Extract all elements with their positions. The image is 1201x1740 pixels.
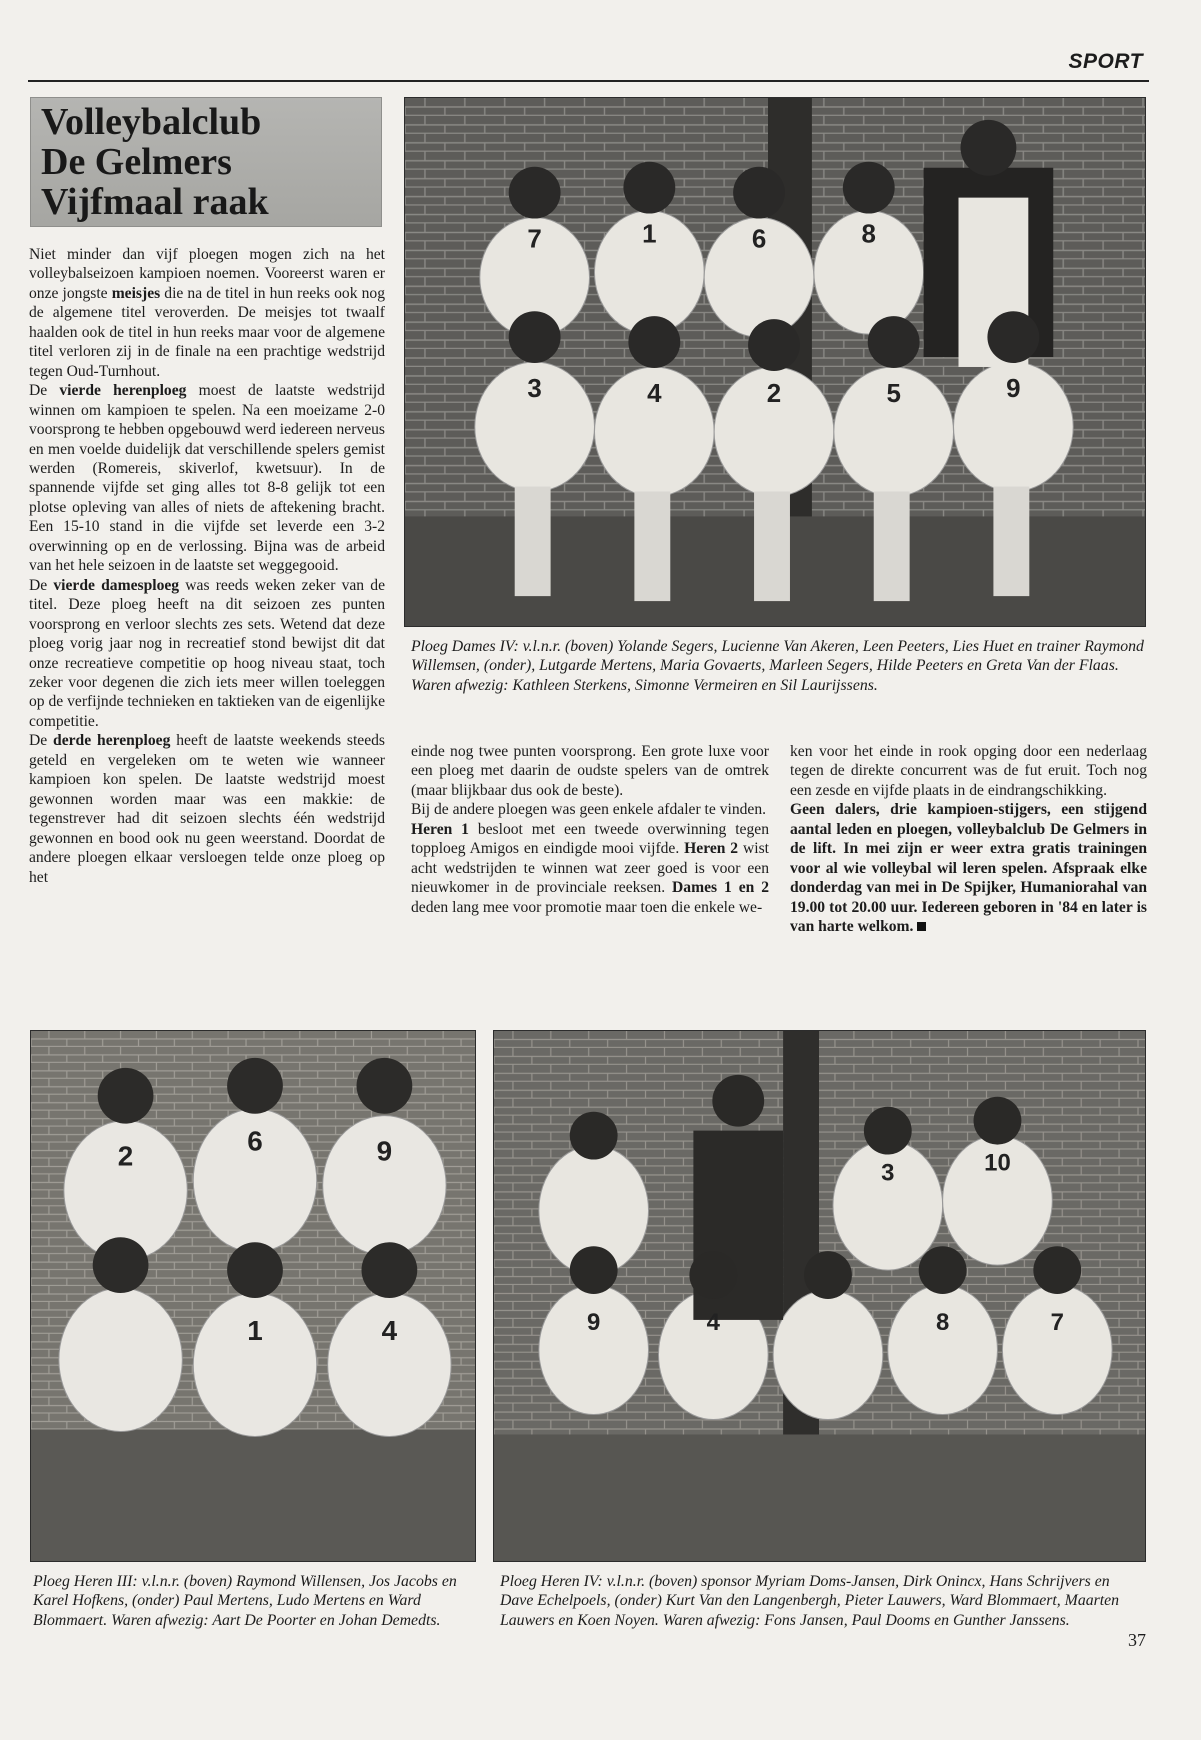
- jersey-number: 2: [766, 379, 782, 408]
- headline-line-2: De Gelmers: [41, 141, 232, 183]
- jersey-number: 4: [706, 1308, 720, 1336]
- jersey-number: 9: [587, 1308, 601, 1336]
- jersey-number: 6: [247, 1125, 263, 1157]
- jersey-number: 3: [527, 374, 542, 403]
- jersey-number: 7: [1050, 1308, 1064, 1336]
- jersey-number: 5: [886, 379, 901, 408]
- page-number: 37: [1128, 1630, 1146, 1650]
- caption-heren-iii: Ploeg Heren III: v.l.n.r. (boven) Raymond Willensen, Jos Jacobs en Karel Hofkens, (onder) Paul Mertens, Ludo Mertens en Ward Blommaert. Waren afwezig: Aart De Poorter en Johan Demedts.: [33, 1573, 457, 1629]
- caption-dames-iv: Ploeg Dames IV: v.l.n.r. (boven) Yolande Segers, Lucienne Van Akeren, Leen Peeters, Lies Huet en trainer Raymond Willemsen, (onder), Lutgarde Mertens, Maria Govaerts, Marleen Segers, Hilde Peeters en Greta Van der Flaas. Waren afwezig: Kathleen Sterkens, Simonne Vermeiren en Sil Laurijssens.: [411, 638, 1144, 694]
- header-rule: [28, 80, 1149, 82]
- jersey-number: 7: [527, 225, 542, 254]
- team-photo-heren-iii: [31, 1031, 475, 1561]
- team-photo-heren-iv: [494, 1031, 1145, 1561]
- paragraph-1: Niet minder dan vijf ploegen mogen zich na het volleybalseizoen kampioen noemen. Vooreerst waren er onze jongste meisjes die na de titel in hun reeks ook nog de algemene titel veroverden. De meisjes tot twaalf haalden ook de titel in hun reeks maar voor de algemene titel verloren zij in de finale na een prachtige wedstrijd tegen Oud-Turnhout.: [29, 246, 386, 380]
- jersey-number: 8: [935, 1308, 950, 1336]
- jersey-number: 4: [381, 1314, 398, 1346]
- jersey-number: 10: [984, 1149, 1011, 1177]
- photo-heren-iv: [493, 1030, 1146, 1562]
- jersey-number: 2: [117, 1140, 134, 1172]
- photo-dames-iv: [404, 97, 1146, 627]
- article-column-3: [790, 742, 1147, 937]
- paragraph-4: De derde herenploeg heeft de laatste weekends steeds geteld en vergeleken om te weten wie wanneer kampioen kon spelen. De laatste wedstrijd moest gewonnen worden maar was een makkie: de tegenstrever had dit seizoen slechts één wedstrijd gewonnen en bood ook nu geen weerstand. Doordat de andere ploegen elkaar versloegen telde onze ploeg op het: [29, 732, 385, 886]
- photo-heren-iii: [30, 1030, 476, 1562]
- jersey-number: 9: [376, 1135, 393, 1167]
- jersey-number: 8: [861, 220, 876, 249]
- paragraph-c3-1: ken voor het einde in rook opging door een nederlaag tegen de direkte concurrent was de fut eruit. Toch nog een zesde en vijfde plaats in de eindrangschikking.: [790, 743, 1147, 799]
- article-column-1: [29, 245, 385, 887]
- article-column-2: [411, 742, 769, 917]
- headline-box: [30, 97, 382, 227]
- section-label: SPORT: [1068, 50, 1143, 73]
- end-square-icon: [917, 922, 926, 931]
- paragraph-c2-2: Bij de andere ploegen was geen enkele afdaler te vinden.: [411, 801, 767, 819]
- headline-line-1: Volleybalclub: [41, 101, 262, 143]
- jersey-number: 6: [751, 225, 767, 254]
- jersey-number: 1: [247, 1314, 263, 1346]
- paragraph-c2-1: einde nog twee punten voorsprong. Een grote luxe voor een ploeg met daarin de oudste spelers van de omtrek (maar blijkbaar dus ook de beste).: [411, 743, 769, 799]
- caption-heren-iv: Ploeg Heren IV: v.l.n.r. (boven) sponsor Myriam Doms-Jansen, Dirk Onincx, Hans Schrijvers en Dave Echelpoels, (onder) Kurt Van den Langenbergh, Pieter Lauwers, Ward Blommaert, Maarten Lauwers en Koen Noyen. Waren afwezig: Fons Jansen, Paul Dooms en Gunther Janssens.: [500, 1573, 1120, 1629]
- paragraph-c2-3: Heren 1 besloot met een tweede overwinning tegen topploeg Amigos en eindigde mooi vijfde. Heren 2 wist acht wedstrijden te winnen wat zeer goed is voor een nieuwkomer in de provinciale reeksen. Dames 1 en 2 deden lang mee voor promotie maar toen die enkele we-: [411, 820, 769, 916]
- paragraph-2: De vierde herenploeg moest de laatste wedstrijd winnen om kampioen te spelen. Na een moeizame 2-0 voorsprong te hebben opgebouwd werd iedereen nerveus en men voelde duidelijk dat verschillende spelers gemist werden (Romereis, skiverlof, kwetsuur). In de spannende vijfde set ging alles tot 8-8 gelijk tot een plotse opleving van alles of niets de aftekening bracht. Een 15-10 stand in die vijfde set leverde een 3-2 overwinning op en de verlossing. Bijna was de arbeid van het hele seizoen in de laatste set weggegooid.: [29, 382, 385, 575]
- jersey-number: 1: [642, 220, 657, 249]
- headline-line-3: Vijfmaal raak: [41, 181, 269, 223]
- jersey-number: 4: [647, 379, 662, 408]
- paragraph-c3-2: Geen dalers, drie kampioen-stijgers, een stijgend aantal leden en ploegen, volleybalclub De Gelmers in de lift. In mei zijn er weer extra gratis trainingen voor al wie volleybal wil leren spelen. Afspraak elke donderdag van mei in De Spijker, Humaniorahal van 19.00 tot 20.00 uur. Iedereen geboren in '84 en later is van harte welkom.: [790, 801, 1147, 936]
- paragraph-3: De vierde damesploeg was reeds weken zeker van de titel. Deze ploeg heeft na dit seizoen zes punten voorsprong en verloor slechts zes sets. Wetend dat deze ploeg vorig jaar nog in recreatief stond bewijst dit dat onze recreatieve competitie op hoog niveau staat, toch zeker voor degenen die zich iets meer willen toeleggen op de verfijnde technieken en taktieken van de eigenlijke competitie.: [29, 576, 385, 730]
- jersey-number: 9: [1006, 374, 1021, 403]
- jersey-number: 3: [881, 1159, 895, 1187]
- team-photo-dames: [405, 98, 1145, 626]
